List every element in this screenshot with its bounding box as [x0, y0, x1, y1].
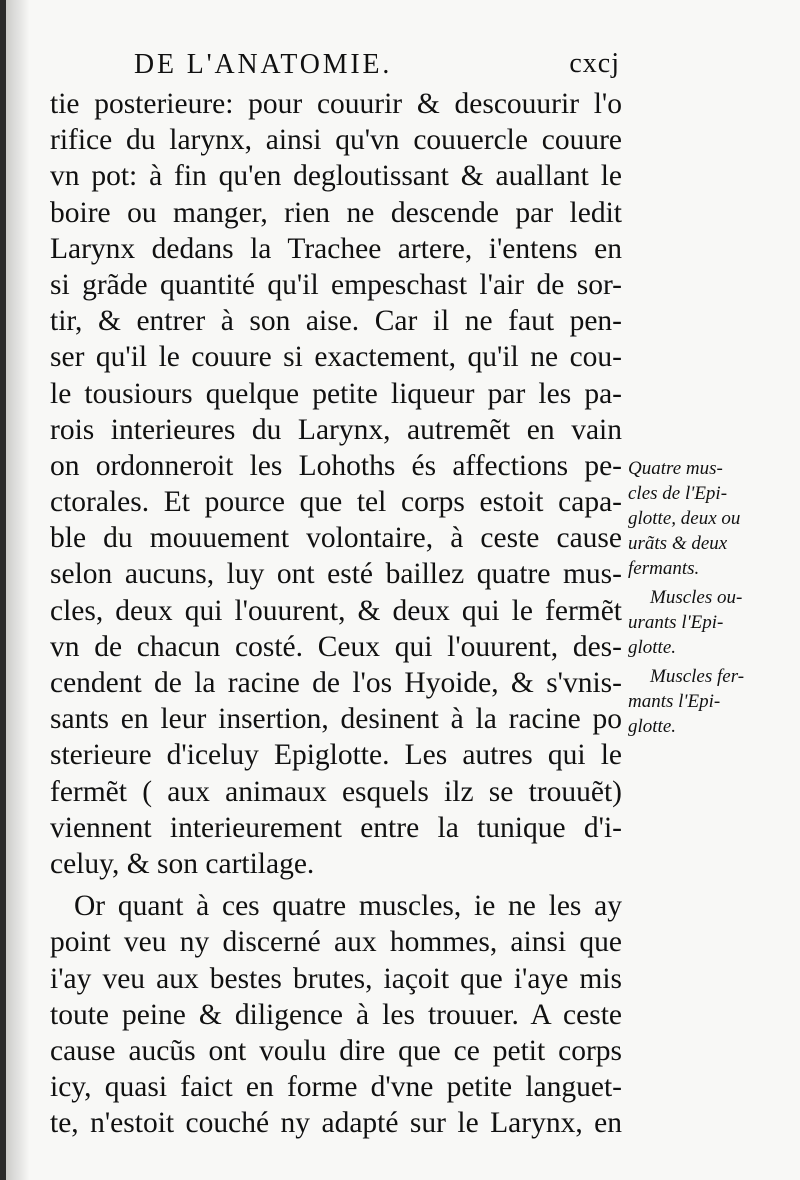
text-line: sterieure d'iceluy Epiglotte. Les autres qui le: [50, 739, 622, 772]
margin-note-line: Muscles ou-: [650, 587, 743, 608]
text-line: cles, deux qui l'ouurent, & deux qui le fermẽt: [50, 594, 622, 627]
text-line: fermẽt ( aux animaux esquels ilz se trouuẽt): [50, 775, 622, 808]
running-title: DE L'ANATOMIE.: [134, 48, 393, 80]
text-line: Larynx dedans la Trachee artere, i'entens en: [50, 232, 622, 265]
text-line: tie posterieure: pour couurir & descouurir l'o: [50, 88, 622, 120]
text-line: on ordonneroit les Lohoths és affections pe-: [50, 449, 622, 482]
margin-note-line: urãts & deux: [628, 533, 728, 554]
margin-note-line: Quatre mus-: [628, 458, 723, 479]
text-line: viennent interieurement entre la tunique d'i-: [50, 811, 622, 844]
text-line: le tousiours quelque petite liqueur par les pa-: [50, 377, 622, 410]
margin-note-line: fermants.: [628, 558, 700, 579]
text-line: sants en leur insertion, desinent à la racine po: [50, 703, 622, 736]
text-line: vn pot: à fin qu'en degloutissant & auallant le: [50, 160, 622, 193]
margin-note-line: glotte.: [628, 637, 677, 658]
margin-note-line: mants l'Epi-: [628, 691, 721, 712]
body-text: [50, 86, 622, 1141]
text-line: cendent de la racine de l'os Hyoide, & s'vnis-: [50, 667, 622, 699]
margin-note-line: cles de l'Epi-: [628, 483, 728, 504]
text-line: si grãde quantité qu'il empeschast l'air de sor-: [50, 268, 622, 301]
paragraph-start-line: Or quant à ces quatre muscles, ie ne les ay: [74, 890, 622, 923]
text-line: celuy, & son cartilage.: [50, 847, 315, 880]
text-line: ser qu'il le couure si exactement, qu'il ne cou-: [50, 341, 622, 374]
margin-note-muscles-fermants: [628, 664, 776, 739]
text-line: selon aucuns, luy ont esté baillez quatre mus-: [50, 558, 622, 591]
text-line: i'ay veu aux bestes brutes, iaçoit que i'aye mis: [50, 962, 622, 995]
margin-note-line: urants l'Epi-: [628, 612, 724, 633]
text-line: te, n'estoit couché ny adapté sur le Larynx, en: [50, 1107, 622, 1140]
text-line: point veu ny discerné aux hommes, ainsi que: [50, 926, 622, 959]
text-line: toute peine & diligence à les trouuer. A ceste: [50, 998, 622, 1031]
text-line: cause aucũs ont voulu dire que ce petit corps: [50, 1034, 622, 1067]
text-line: vn de chacun costé. Ceux qui l'ouurent, des-: [50, 630, 622, 663]
folio-number: cxcj: [569, 48, 620, 79]
marginal-notes: [628, 456, 776, 743]
text-line: rifice du larynx, ainsi qu'vn couuercle couure: [50, 124, 622, 157]
text-line: ctorales. Et pource que tel corps estoit capa-: [50, 486, 622, 519]
text-line: tir, & entrer à son aise. Car il ne faut pen-: [50, 305, 622, 338]
margin-note-muscles-ouurants: [628, 585, 776, 660]
text-line: ble du mouuement volontaire, à ceste cause: [50, 522, 622, 555]
margin-note-line: glotte, deux ou: [628, 508, 741, 529]
text-line: boire ou manger, rien ne descende par ledit: [50, 196, 622, 229]
text-line: icy, quasi faict en forme d'vne petite languet-: [50, 1071, 622, 1104]
margin-note-line: glotte.: [628, 716, 677, 737]
margin-note-line: Muscles fer-: [650, 666, 745, 687]
margin-note-quatre-muscles: [628, 456, 776, 581]
page-header: [134, 44, 620, 84]
text-line: rois interieures du Larynx, autremẽt en vain: [50, 413, 622, 446]
